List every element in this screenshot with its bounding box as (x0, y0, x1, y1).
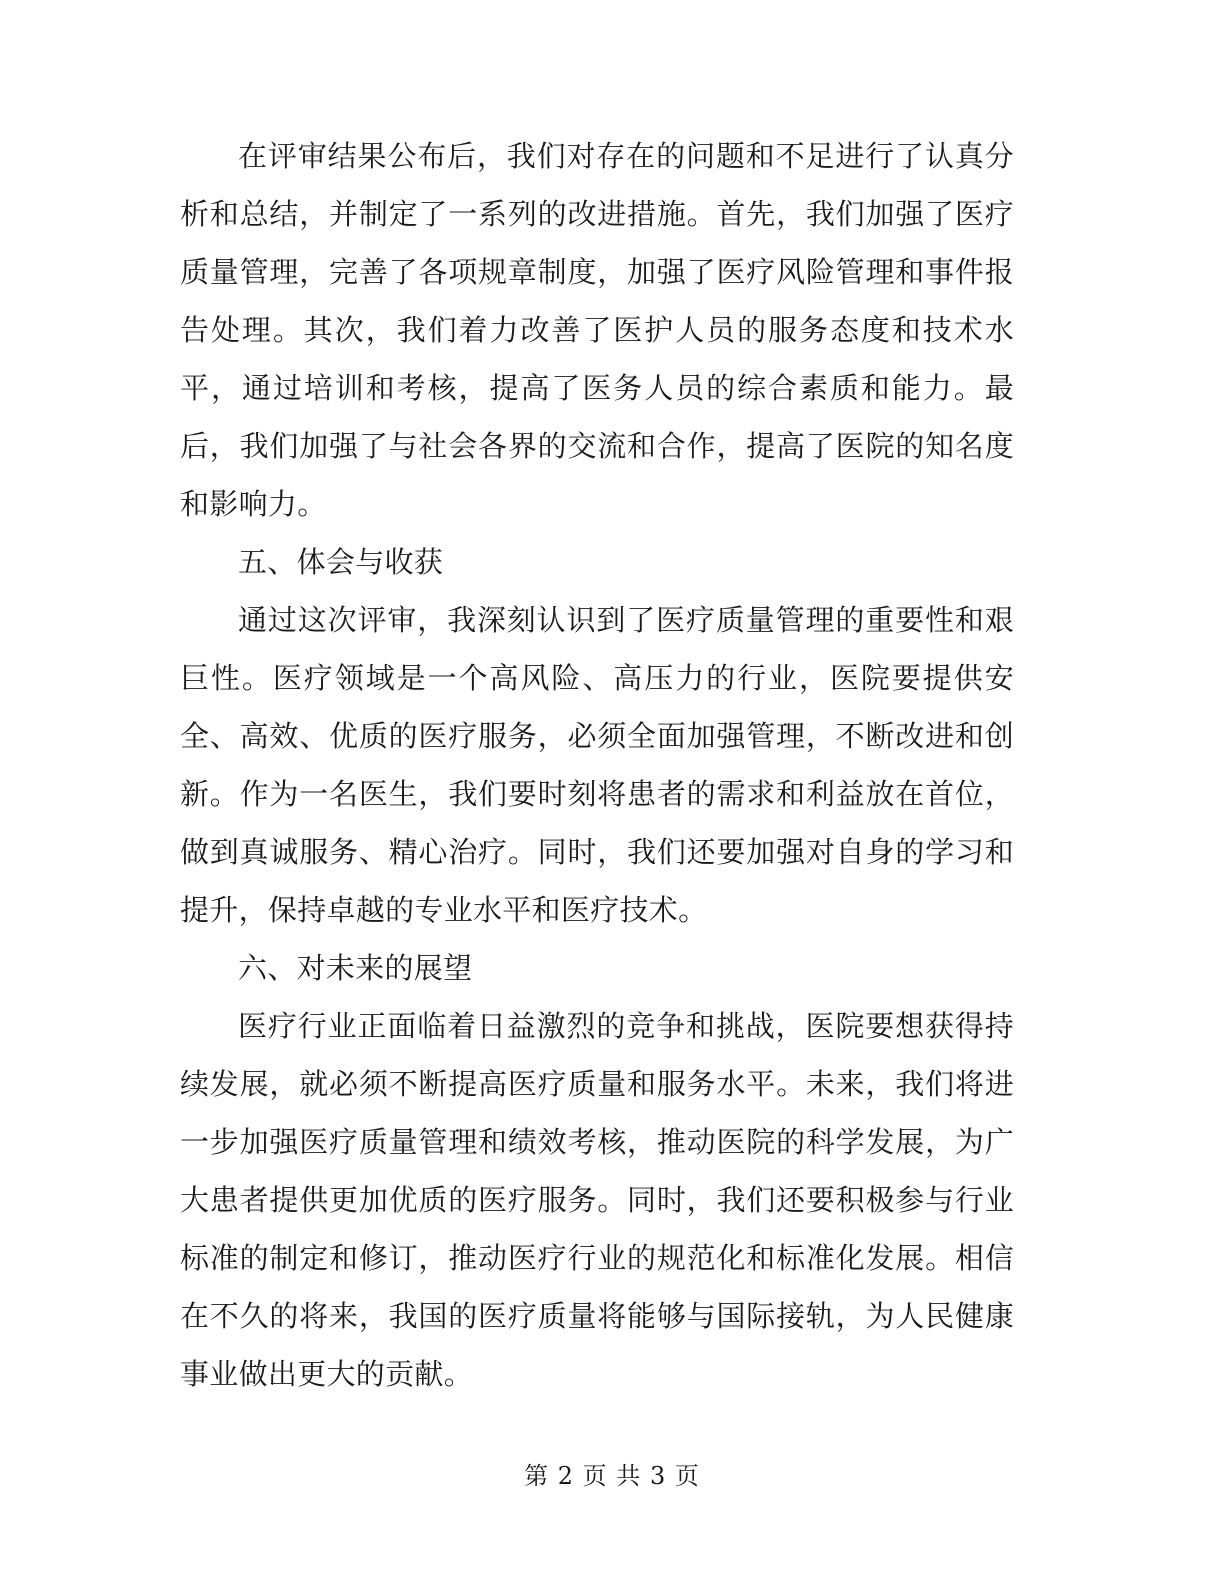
paragraph-experience: 通过这次评审，我深刻认识到了医疗质量管理的重要性和艰巨性。医疗领域是一个高风险、高压力的行业，医院要提供安全、高效、优质的医疗服务，必须全面加强管理，不断改进和创新。作为一名医生，我们要时刻将患者的需求和利益放在首位，做到真诚服务、精心治疗。同时，我们还要加强对自身的学习和提升，保持卓越的专业水平和医疗技术。 (180, 603, 1014, 927)
document-body (180, 127, 1014, 1403)
page-number-label: 第 2 页 共 3 页 (524, 1462, 700, 1490)
section-heading-outlook: 六、对未来的展望 (238, 951, 473, 985)
paragraph-outlook: 医疗行业正面临着日益激烈的竞争和挑战，医院要想获得持续发展，就必须不断提高医疗质量和服务水平。未来，我们将进一步加强医疗质量管理和绩效考核，推动医院的科学发展，为广大患者提供更加优质的医疗服务。同时，我们还要积极参与行业标准的制定和修订，推动医疗行业的规范化和标准化发展。相信在不久的将来，我国的医疗质量将能够与国际接轨，为人民健康事业做出更大的贡献。 (180, 1009, 1014, 1391)
paragraph-improvement-measures: 在评审结果公布后，我们对存在的问题和不足进行了认真分析和总结，并制定了一系列的改进措施。首先，我们加强了医疗质量管理，完善了各项规章制度，加强了医疗风险管理和事件报告处理。其次，我们着力改善了医护人员的服务态度和技术水平，通过培训和考核，提高了医务人员的综合素质和能力。最后，我们加强了与社会各界的交流和合作，提高了医院的知名度和影响力。 (180, 139, 1014, 521)
page-footer (0, 1460, 1224, 1492)
section-heading-experience: 五、体会与收获 (238, 545, 444, 579)
